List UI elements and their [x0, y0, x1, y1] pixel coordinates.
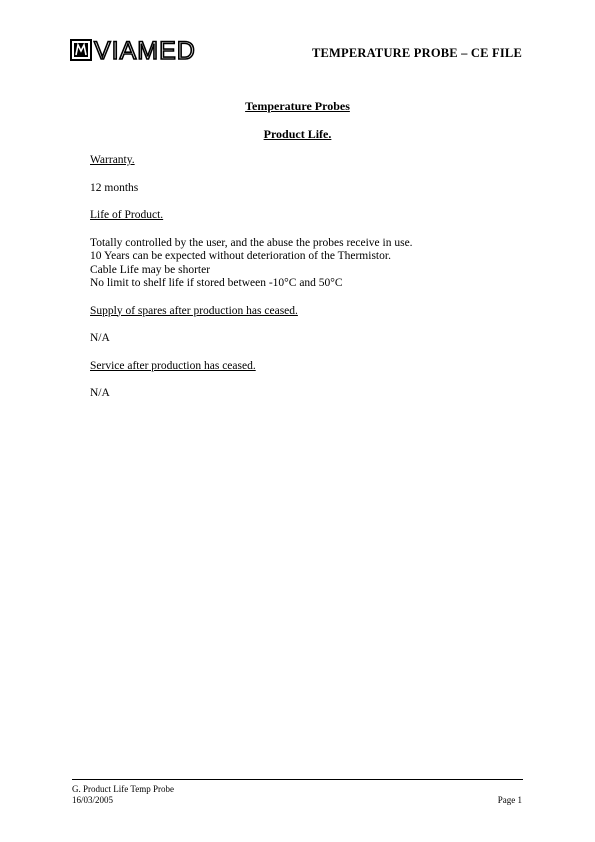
logo-wordmark: VIAMED — [94, 37, 196, 64]
footer-file-name: G. Product Life Temp Probe — [72, 784, 174, 794]
section-heading-service: Service after production has ceased. — [90, 359, 256, 372]
life-line-3: Cable Life may be shorter — [90, 263, 211, 276]
life-line-2: 10 Years can be expected without deterioration of the Thermistor. — [90, 250, 391, 262]
viamed-logo — [70, 36, 210, 64]
section-heading-warranty: Warranty. — [90, 154, 135, 166]
viamed-logo-mark — [70, 36, 210, 64]
footer-divider — [72, 779, 523, 780]
life-line-4: No limit to shelf life if stored between -10°C and 50°C — [90, 277, 343, 289]
warranty-text: 12 months — [90, 181, 139, 194]
footer-page-number: Page 1 — [497, 795, 522, 805]
document-body — [90, 154, 530, 401]
footer-left — [72, 784, 174, 806]
service-text: N/A — [90, 387, 110, 399]
spares-text: N/A — [90, 332, 110, 344]
life-line-1: Totally controlled by the user, and the abuse the probes receive in use. — [90, 236, 413, 249]
section-heading-spares: Supply of spares after production has ceased. — [90, 304, 298, 317]
footer-date: 16/03/2005 — [72, 795, 114, 805]
header-title: TEMPERATURE PROBE – CE FILE — [311, 46, 522, 60]
document-title: Temperature Probes — [245, 99, 350, 113]
document-subtitle: Product Life. — [263, 127, 332, 141]
section-heading-life-of-product: Life of Product. — [90, 209, 164, 221]
